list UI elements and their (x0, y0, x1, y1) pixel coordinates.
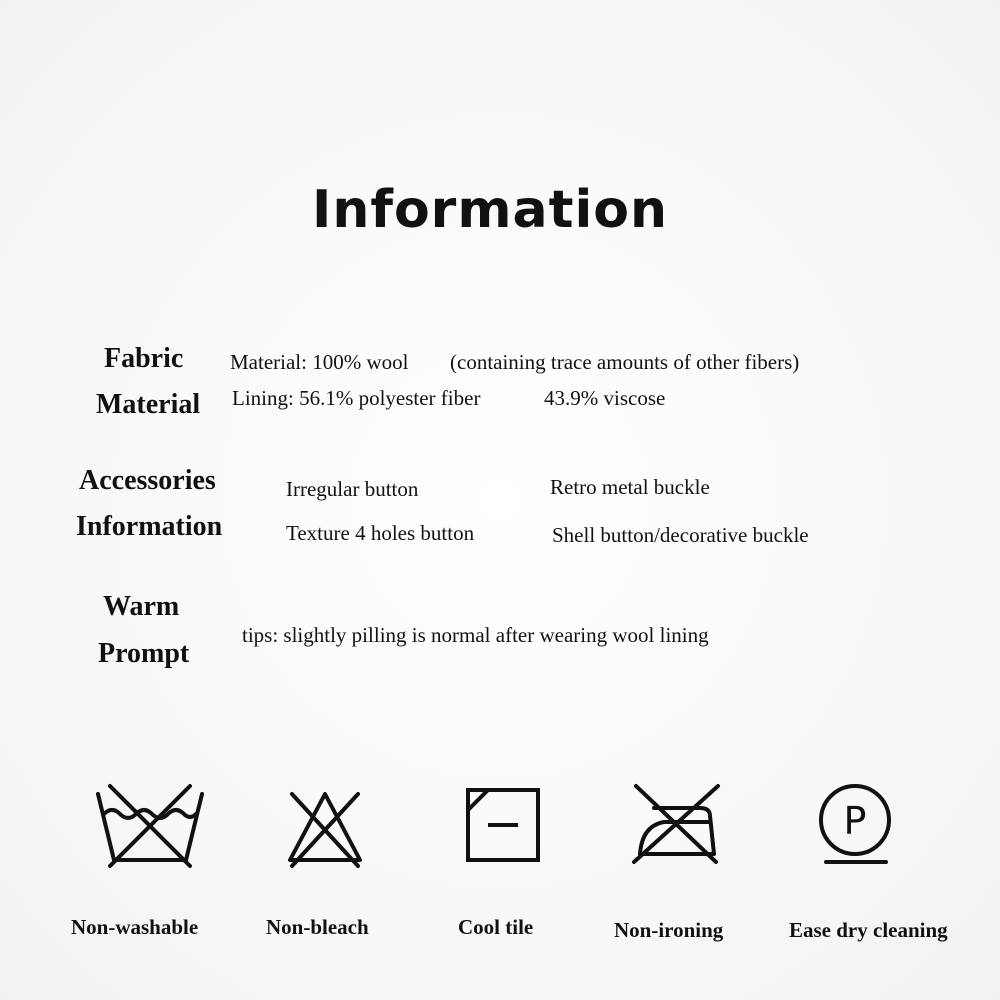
no-bleach-icon (284, 784, 366, 870)
accessories-label-line1: Accessories (79, 465, 216, 496)
fabric-material-note: (containing trace amounts of other fibers) (450, 350, 800, 374)
fabric-label-line1: Fabric (104, 343, 184, 374)
care-label-cool-tile: Cool tile (458, 915, 534, 939)
accessory-item: Retro metal buckle (550, 475, 710, 499)
svg-text:P: P (843, 799, 867, 843)
care-label-non-bleach: Non-bleach (266, 915, 369, 939)
accessories-label-line2: Information (76, 511, 223, 542)
fabric-lining-viscose: 43.9% viscose (544, 386, 666, 410)
warm-prompt-label-line1: Warm (103, 591, 180, 622)
no-iron-icon (630, 782, 722, 868)
page-title: Information (311, 180, 669, 240)
accessory-item: Shell button/decorative buckle (552, 523, 809, 547)
accessory-item: Irregular button (286, 477, 419, 501)
fabric-label-line2: Material (96, 389, 201, 420)
care-label-dry-cleaning: Ease dry cleaning (789, 918, 948, 942)
warm-prompt-label-line2: Prompt (98, 638, 190, 669)
warm-prompt-tip: tips: slightly pilling is normal after wearing wool lining (242, 623, 709, 647)
fabric-material: Material: 100% wool (230, 350, 409, 374)
care-label-non-ironing: Non-ironing (614, 918, 724, 942)
dry-clean-p-icon (816, 782, 896, 868)
fabric-lining: Lining: 56.1% polyester fiber (232, 386, 481, 410)
dry-flat-icon (464, 786, 542, 864)
no-wash-icon (92, 780, 208, 870)
care-label-non-washable: Non-washable (71, 915, 199, 939)
accessory-item: Texture 4 holes button (286, 521, 475, 545)
